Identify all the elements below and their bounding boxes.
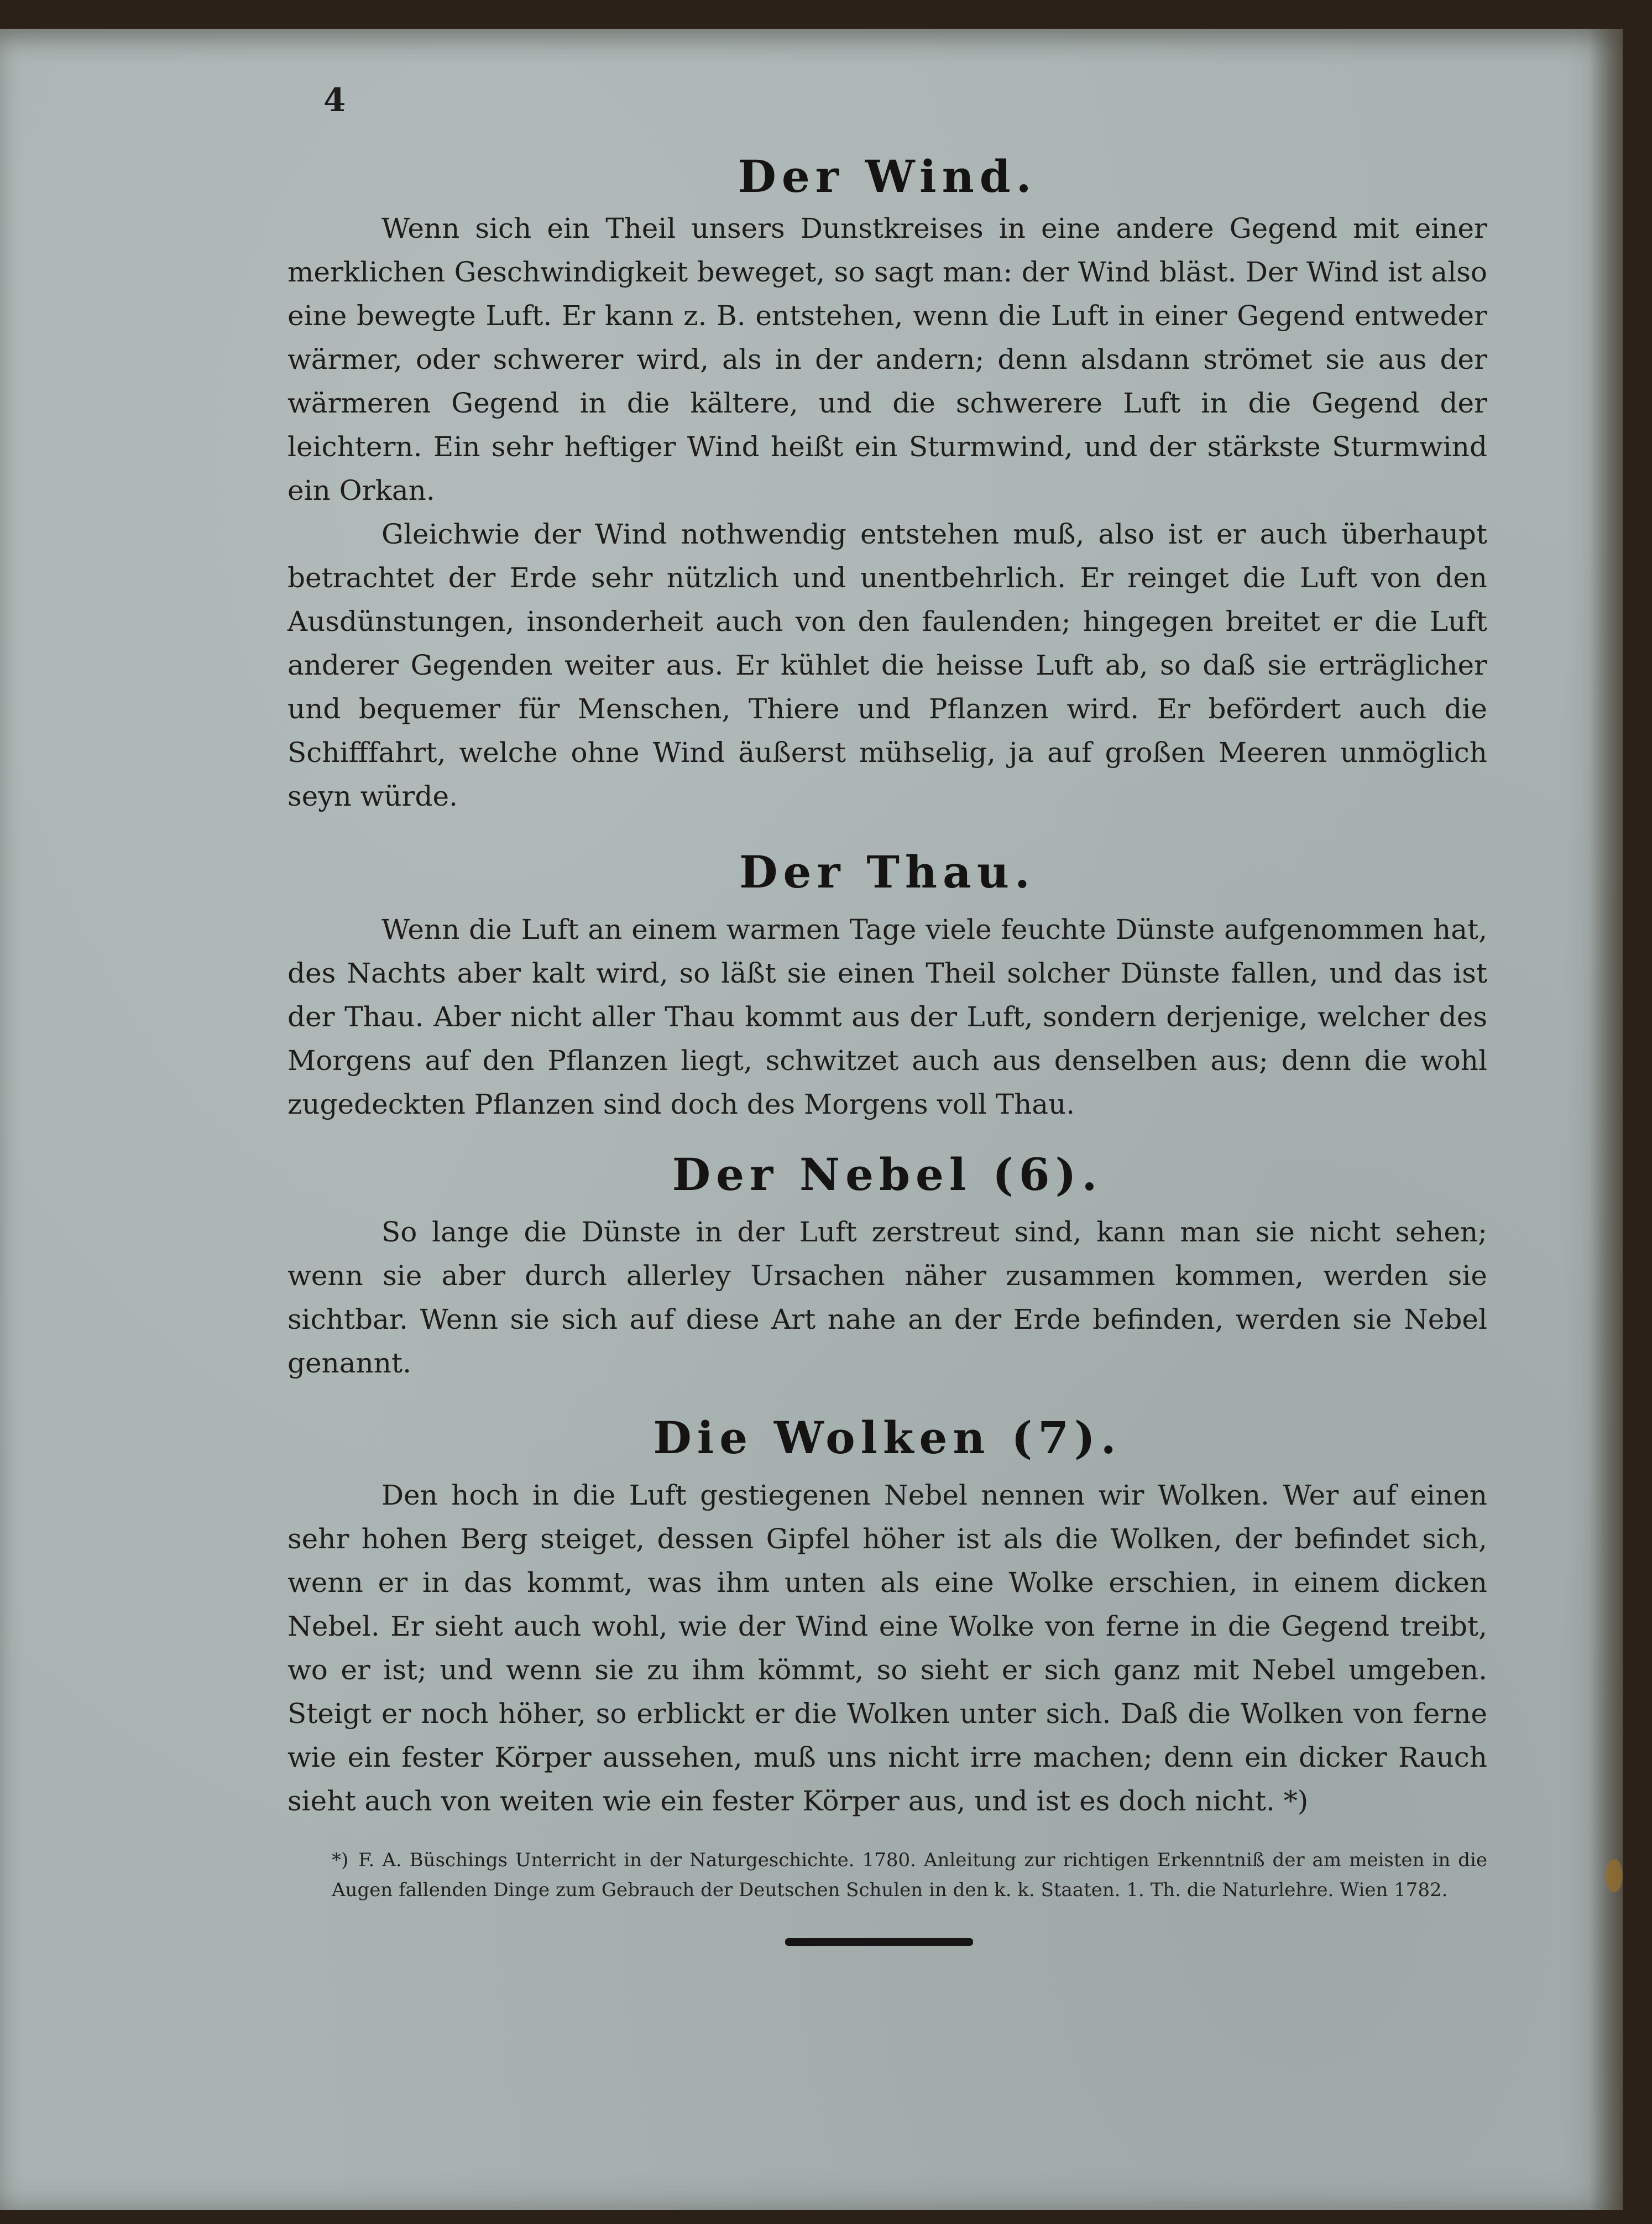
footnote-body: F. A. Büschings Unterricht in der Naturgeschichte. 1780. Anleitung zur richtigen Erkenntniß der am meisten in die Augen fallenden Dinge zum Gebrauch der Deutschen Schulen in den k. k. Staaten. 1. Th. die Naturlehre. Wien 1782. — [332, 1849, 1487, 1901]
book-page — [0, 29, 1623, 2210]
footnote — [287, 1845, 1487, 1905]
section-thau — [287, 846, 1487, 1126]
paper-stain — [1606, 1859, 1623, 1892]
heading-wind: Der Wind. — [738, 150, 1037, 202]
end-divider-rule — [785, 1938, 973, 1946]
paragraph-wind-1: Wenn sich ein Theil unsers Dunstkreises in eine andere Gegend mit einer merklichen Geschwindigkeit beweget, so sagt man: der Wind bläst. Der Wind ist also eine bewegte Luft. Er kann z. B. entstehen, wenn die Luft in einer Gegend entweder wärmer, oder schwerer wird, als in der andern; denn alsdann strömet sie aus der wärmeren Gegend in die kältere, und die schwerere Luft in die Gegend der leichtern. Ein sehr heftiger Wind heißt ein Sturmwind, und der stärkste Sturmwind ein Orkan. — [287, 212, 1487, 507]
page-number: 4 — [323, 81, 346, 119]
section-wolken — [287, 1412, 1487, 1823]
section-nebel — [287, 1148, 1487, 1385]
footnote-mark: *) — [332, 1849, 349, 1871]
footnote-text — [332, 1845, 1487, 1905]
heading-wolken: Die Wolken (7). — [653, 1412, 1122, 1464]
section-wind — [287, 150, 1487, 818]
paragraph-wind-2: Gleichwie der Wind nothwendig entstehen muß, also ist er auch überhaupt betrachtet der Erde sehr nützlich und unentbehrlich. Er reinget die Luft von den Ausdünstungen, insonderheit auch von den faulenden; hingegen breitet er die Luft anderer Gegenden weiter aus. Er kühlet die heisse Luft ab, so daß sie erträglicher und bequemer für Menschen, Thiere und Pflanzen wird. Er befördert auch die Schifffahrt, welche ohne Wind äußerst mühselig, ja auf großen Meeren unmöglich seyn würde. — [287, 518, 1487, 812]
paragraph-thau: Wenn die Luft an einem warmen Tage viele feuchte Dünste aufgenommen hat, des Nachts aber kalt wird, so läßt sie einen Theil solcher Dünste fallen, und das ist der Thau. Aber nicht aller Thau kommt aus der Luft, sondern derjenige, welcher des Morgens auf den Pflanzen liegt, schwitzet auch aus denselben aus; denn die wohl zugedeckten Pflanzen sind doch des Morgens voll Thau. — [287, 913, 1487, 1120]
heading-nebel: Der Nebel (6). — [672, 1148, 1103, 1200]
paragraph-wolken: Den hoch in die Luft gestiegenen Nebel nennen wir Wolken. Wer auf einen sehr hohen Berg steiget, dessen Gipfel höher ist als die Wolken, der befindet sich, wenn er in das kommt, was ihm unten als eine Wolke erschien, in einem dicken Nebel. Er sieht auch wohl, wie der Wind eine Wolke von ferne in die Gegend treibt, wo er ist; und wenn sie zu ihm kömmt, so sieht er sich ganz mit Nebel umgeben. Steigt er noch höher, so erblickt er die Wolken unter sich. Daß die Wolken von ferne wie ein fester Körper aussehen, muß uns nicht irre machen; denn ein dicker Rauch sieht auch von weiten wie ein fester Körper aus, und ist es doch nicht. *) — [287, 1479, 1487, 1817]
paragraph-nebel: So lange die Dünste in der Luft zerstreut sind, kann man sie nicht sehen; wenn sie aber durch allerley Ursachen näher zusammen kommen, werden sie sichtbar. Wenn sie sich auf diese Art nahe an der Erde befinden, werden sie Nebel genannt. — [287, 1216, 1487, 1379]
page-content — [287, 112, 1487, 1946]
heading-thau: Der Thau. — [739, 846, 1036, 898]
